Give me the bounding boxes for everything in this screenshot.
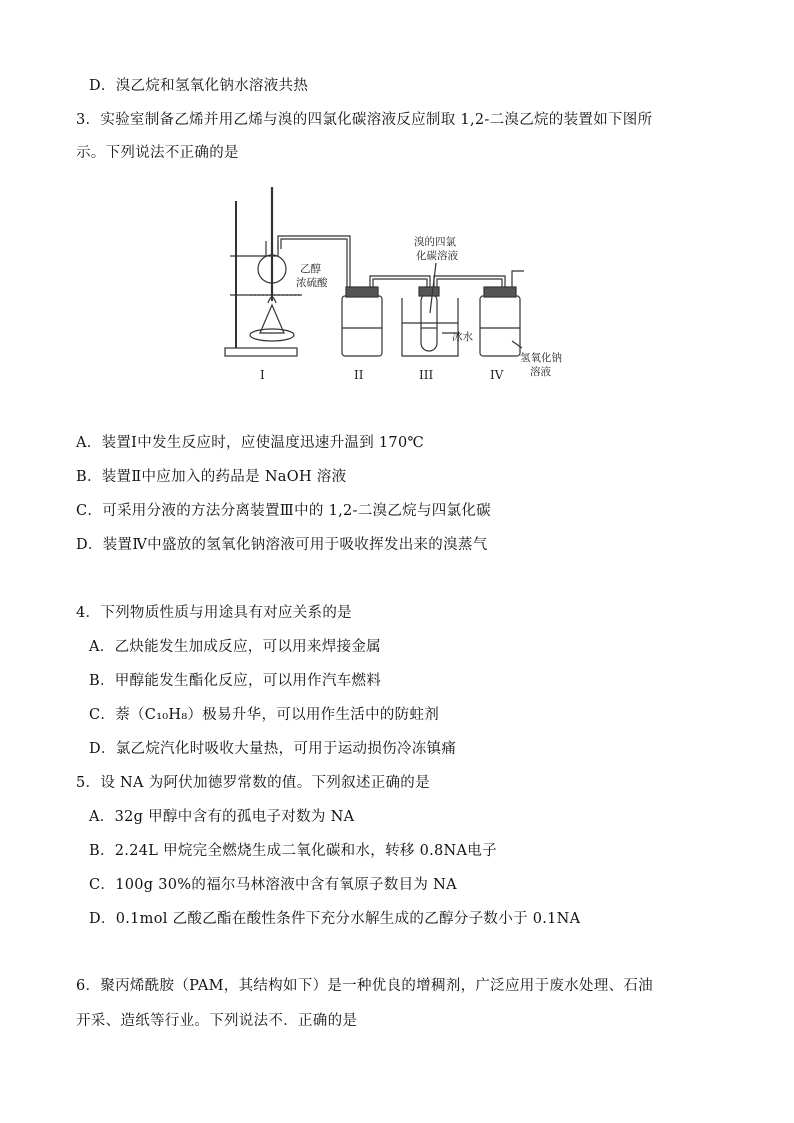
q4-option-c: C．萘（C₁₀H₈）极易升华，可以用作生活中的防蛀剂 (89, 707, 440, 723)
label-apparatus-1: I (260, 368, 265, 382)
bottle-4 (480, 296, 520, 356)
label-ice-water: 冰水 (452, 331, 473, 343)
stopper-3 (419, 287, 439, 296)
q5-stem: 5．设 NA 为阿伏加德罗常数的值。下列叙述正确的是 (76, 775, 430, 791)
q4-option-d: D．氯乙烷汽化时吸收大量热，可用于运动损伤冷冻镇痛 (89, 741, 457, 757)
q6-stem-line2: 开采、造纸等行业。下列说法不．正确的是 (76, 1013, 358, 1029)
label-acid: 浓硫酸 (296, 277, 328, 289)
label-apparatus-2: II (354, 368, 364, 382)
q3-option-a: A．装置Ⅰ中发生反应时，应使温度迅速升温到 170℃ (76, 435, 425, 451)
stopper-4 (484, 287, 516, 297)
stopper-2 (346, 287, 378, 297)
label-bromine-line2: 化碳溶液 (416, 250, 458, 262)
q6-stem-line1: 6．聚丙烯酰胺（PAM，其结构如下）是一种优良的增稠剂，广泛应用于废水处理、石油 (76, 978, 653, 994)
label-naoh-line2: 溶液 (530, 366, 551, 378)
q3-option-d: D．装置Ⅳ中盛放的氢氧化钠溶液可用于吸收挥发出来的溴蒸气 (76, 537, 488, 553)
q3-option-b: B．装置Ⅱ中应加入的药品是 NaOH 溶液 (76, 469, 347, 485)
label-apparatus-4: IV (490, 368, 504, 382)
apparatus-diagram (222, 183, 582, 388)
label-apparatus-3: III (419, 368, 434, 382)
label-naoh-line1: 氢氧化钠 (520, 352, 562, 364)
apparatus-svg (222, 183, 582, 388)
q4-option-b: B．甲醇能发生酯化反应，可以用作汽车燃料 (89, 673, 382, 689)
q5-option-c: C．100g 30%的福尔马林溶液中含有氧原子数目为 NA (89, 877, 457, 893)
q4-stem: 4．下列物质性质与用途具有对应关系的是 (76, 605, 352, 621)
label-bromine-line1: 溴的四氯 (414, 236, 456, 248)
q3-stem-line1: 3．实验室制备乙烯并用乙烯与溴的四氯化碳溶液反应制取 1,2-二溴乙烷的装置如下图所 (76, 112, 653, 128)
label-ethanol: 乙醇 (300, 263, 321, 275)
q3-option-c: C．可采用分液的方法分离装置Ⅲ中的 1,2-二溴乙烷与四氯化碳 (76, 503, 491, 519)
bottle-2 (342, 296, 382, 356)
stand-base (225, 348, 297, 356)
q3-stem-line2: 示。下列说法不正确的是 (76, 145, 239, 161)
q5-option-a: A．32g 甲醇中含有的孤电子对数为 NA (89, 809, 355, 825)
test-tube (421, 293, 437, 351)
q5-option-d: D．0.1mol 乙酸乙酯在酸性条件下充分水解生成的乙醇分子数小于 0.1NA (89, 911, 581, 927)
q5-option-b: B．2.24L 甲烷完全燃烧生成二氧化碳和水，转移 0.8NA电子 (89, 843, 497, 859)
beaker-3 (402, 298, 458, 356)
q2-option-d: D．溴乙烷和氢氧化钠水溶液共热 (89, 78, 309, 94)
q4-option-a: A．乙炔能发生加成反应，可以用来焊接金属 (89, 639, 381, 655)
